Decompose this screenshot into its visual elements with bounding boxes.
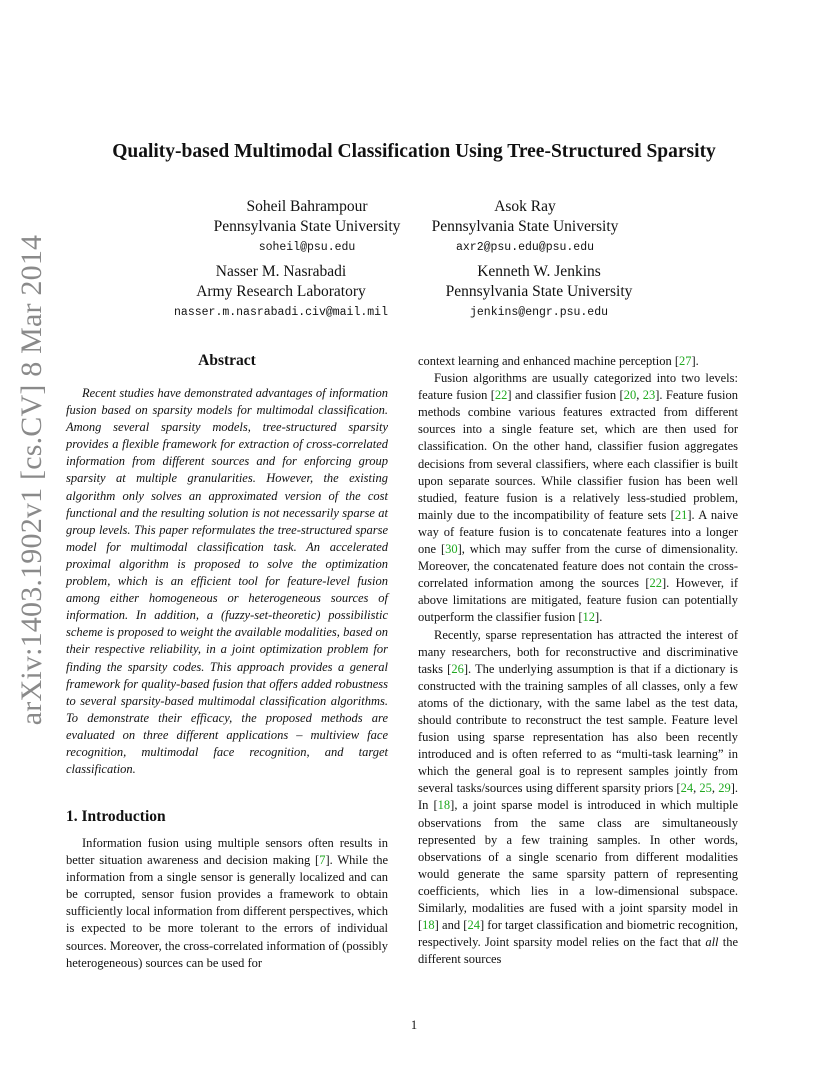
author-name: Asok Ray bbox=[494, 198, 556, 215]
section-heading-introduction: 1. Introduction bbox=[66, 808, 166, 825]
page-number: 1 bbox=[410, 1018, 418, 1032]
citation-link[interactable]: 25 bbox=[699, 781, 712, 796]
text-run: Information fusion using multiple sensors often results in better situation awareness and decision making [ bbox=[66, 836, 388, 868]
text-run: ], a joint sparse model is introduced in which multiple observations from the same class are simultaneously represented by a few training samples. In other words, observations of a single scenario from different modalities would generate the same sparsity pattern of representing coefficients, which lies in a low-dimensional subspace. Similarly, modalities are fused with a joint sparsity model in [ bbox=[418, 798, 738, 933]
author-email: soheil@psu.edu bbox=[258, 241, 356, 254]
author-name: Nasser M. Nasrabadi bbox=[215, 263, 347, 280]
author-name: Kenneth W. Jenkins bbox=[477, 263, 601, 280]
citation-link[interactable]: 12 bbox=[582, 610, 596, 625]
citation-link[interactable]: 26 bbox=[451, 661, 464, 676]
citation-link[interactable]: 22 bbox=[649, 576, 662, 591]
author-block bbox=[385, 197, 665, 258]
citation-link[interactable]: 27 bbox=[679, 354, 692, 368]
citation-link[interactable]: 20 bbox=[623, 388, 637, 403]
author-affiliation: Pennsylvania State University bbox=[445, 283, 633, 300]
body-paragraph bbox=[418, 353, 738, 370]
text-run: ], which may suffer from the curse of dimensionality. Moreover, the concatenated feature does not contain the cross-correlated information among the sources [ bbox=[418, 542, 738, 591]
paper-title: Quality-based Multimodal Classification Using Tree-Structured Sparsity bbox=[112, 141, 716, 162]
citation-link[interactable]: 18 bbox=[437, 798, 451, 813]
citation-link[interactable]: 22 bbox=[494, 388, 508, 403]
arxiv-stamp bbox=[12, 234, 52, 726]
citation-link[interactable]: 24 bbox=[467, 918, 480, 933]
text-run: ]. The underlying assumption is that if a dictionary is constructed with the training samples of all classes, only a few atoms of the dictionary, with the same label as the test data, should contribute to reconstruct the test sample. Feature level fusion using sparse representation has also been recently introduced and is often referred to as “multi-task learning” in which the general goal is to represent samples jointly from several tasks/sources using different sparsity priors [ bbox=[418, 661, 738, 796]
citation-link[interactable]: 29 bbox=[718, 781, 731, 796]
author-name: Soheil Bahrampour bbox=[246, 198, 368, 215]
text-run: ]. While the information from a single sensor is generally localized and can be corrupted, sensor fusion provides a framework to obtain sufficiently local information from different perspectives, which is expected to be more tolerant to the errors of individual sources. Moreover, the cross-correlated information of (possibly heterogeneous) sources can be used for bbox=[66, 853, 389, 970]
abstract-heading: Abstract bbox=[198, 352, 256, 369]
text-run: Fusion algorithms are usually categorized into two levels: feature fusion [ bbox=[418, 371, 738, 403]
emphasis-text: all bbox=[705, 935, 719, 950]
text-run: ] and classifier fusion [ bbox=[507, 388, 624, 403]
text-run: ]. In [ bbox=[418, 781, 738, 813]
author-email: jenkins@engr.psu.edu bbox=[469, 306, 609, 319]
citation-link[interactable]: 21 bbox=[674, 507, 688, 522]
text-run: ] and [ bbox=[434, 918, 468, 933]
text-run: , bbox=[636, 388, 643, 403]
author-affiliation: Pennsylvania State University bbox=[431, 218, 619, 235]
right-column bbox=[418, 353, 738, 968]
text-run: ] for target classification and biometric recognition, respectively. Joint sparsity model relies on the fact that bbox=[418, 918, 739, 950]
body-paragraph bbox=[418, 370, 738, 626]
text-run: ]. A naive way of feature fusion is to concatenate features into a longer one [ bbox=[418, 507, 738, 557]
author-email: axr2@psu.edu@psu.edu bbox=[455, 241, 595, 254]
text-run: Recently, sparse representation has attracted the interest of many researchers, both for reconstructive and discriminative tasks [ bbox=[418, 627, 738, 676]
arxiv-stamp-text: arXiv:1403.1902v1 [cs.CV] 8 Mar 2014 bbox=[15, 234, 48, 726]
text-run: ]. Feature fusion methods combine various features extracted from different sources into a single feature set, which are then used for classification. On the other hand, classifier fusion aggregates decisions from several classifiers, where each classifier is built upon separate sources. While classifier fusion has been well studied, feature fusion is a relatively less-studied problem, mainly due to the incompatibility of feature sets [ bbox=[418, 388, 738, 522]
author-affiliation: Pennsylvania State University bbox=[213, 218, 401, 235]
body-paragraph bbox=[418, 627, 738, 969]
author-block bbox=[141, 262, 421, 323]
citation-link[interactable]: 7 bbox=[319, 853, 326, 868]
abstract-text: Recent studies have demonstrated advantages of information fusion based on sparsity models for multimodal classification. Among several sparsity models, tree-structured sparsity provides a flexible framework for extraction of cross-correlated information from different sources and for enforcing group sparsity at multiple granularities. However, the existing algorithm only solves an approximated version of the cost functional and the resulting solution is not necessarily sparse at group levels. This paper reformulates the tree-structured sparse model for multimodal classification task. An accelerated proximal algorithm is proposed to solve the optimization problem, which is an efficient tool for feature-level fusion among either homogeneous or heterogeneous sources of information. In addition, a (fuzzy-set-theoretic) possibilistic scheme is proposed to weight the available modalities, based on their respective reliability, in a joint optimization problem for finding the sparsity codes. This approach provides a general framework for quality-based fusion that offers added robustness to several sparsity-based multimodal classification algorithms. To demonstrate their efficacy, the proposed methods are evaluated on three different applications – multiview face recognition, multimodal face recognition, and target classification. bbox=[66, 386, 388, 777]
text-run: ]. bbox=[595, 610, 603, 625]
author-block bbox=[399, 262, 679, 323]
author-affiliation: Army Research Laboratory bbox=[196, 283, 366, 300]
citation-link[interactable]: 24 bbox=[680, 781, 694, 796]
intro-paragraph bbox=[66, 835, 388, 972]
text-run: the different sources bbox=[418, 935, 738, 967]
citation-link[interactable]: 23 bbox=[642, 388, 656, 403]
author-email: nasser.m.nasrabadi.civ@mail.mil bbox=[174, 306, 388, 319]
citation-link[interactable]: 30 bbox=[445, 542, 458, 557]
citation-link[interactable]: 18 bbox=[422, 918, 435, 933]
text-run: , bbox=[693, 781, 700, 796]
text-run: context learning and enhanced machine perception [ bbox=[418, 354, 679, 368]
text-run: ]. bbox=[691, 354, 699, 368]
text-run: ]. However, if above limitations are mitigated, feature fusion can potentially outperform the classifier fusion [ bbox=[418, 576, 738, 625]
text-run: , bbox=[711, 781, 719, 796]
